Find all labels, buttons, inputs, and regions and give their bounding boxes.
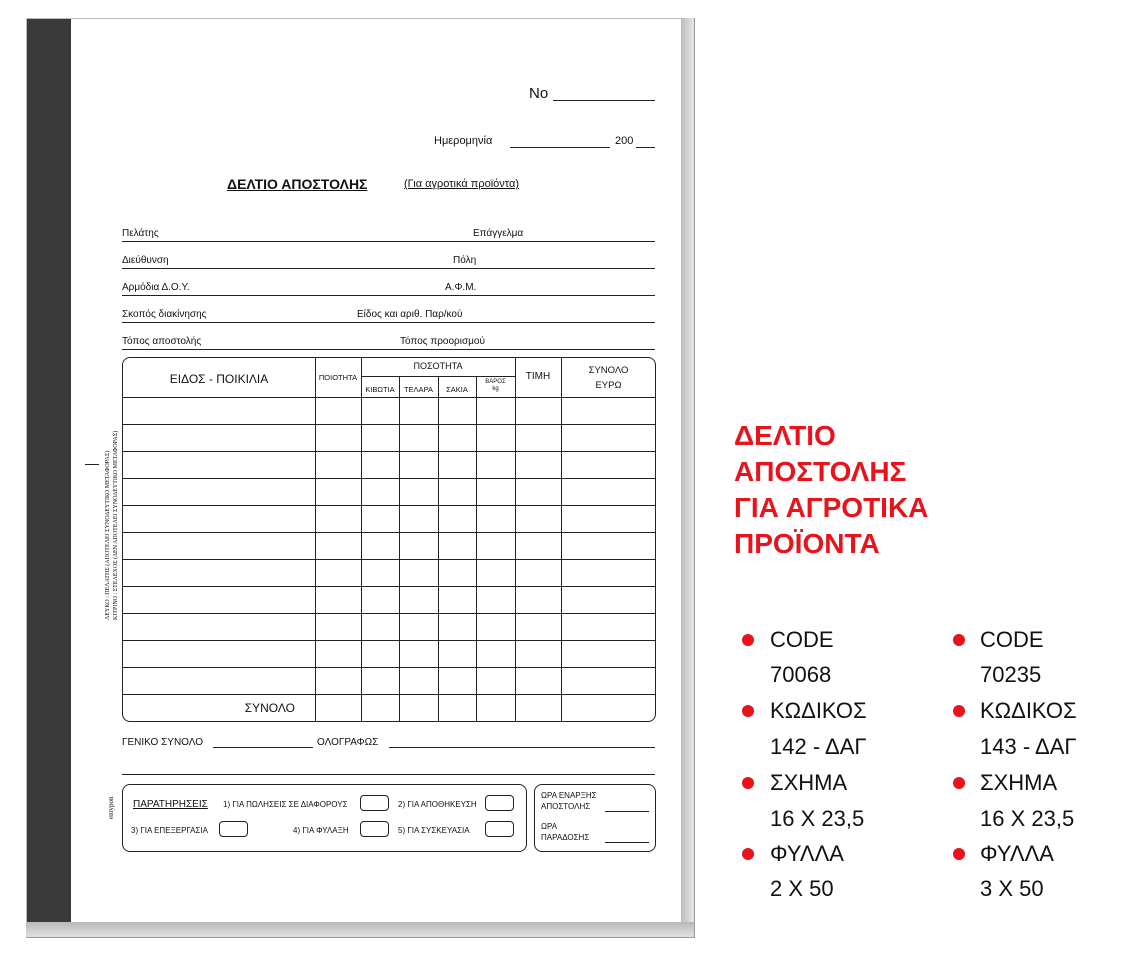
destination-label: Τόπος προορισμού [400,336,485,347]
v1-fylla-label: ΦΥΛΛΑ [770,841,844,866]
year-line [636,147,655,148]
v1-schema: 16 Χ 23,5 [770,806,865,831]
v1-kodikos: 142 - ΔΑΓ [770,734,867,759]
customer-line [122,241,655,242]
product-title [734,418,994,562]
in-words-line [389,747,655,748]
bullet-icon [742,634,754,646]
profession-label: Επάγγελμα [473,228,524,239]
table-row-line [123,451,655,452]
address-label: Διεύθυνση [122,255,169,266]
pad-shadow-bottom [26,922,694,938]
col-item-header: ΕΙΔΟΣ - ΠΟΙΚΙΛΙΑ [169,372,269,386]
remarks-opt3: 3) ΓΙΑ ΕΠΕΞΕΡΓΑΣΙΑ [131,826,208,835]
v1-code-label: CODE [770,627,834,652]
table-row-line [123,478,655,479]
bullet-icon [953,634,965,646]
bullet-icon [742,777,754,789]
v2-kodikos: 143 - ΔΑΓ [980,734,1077,759]
origin-label: Τόπος αποστολής [122,336,202,347]
year-prefix: 200 [615,135,634,147]
col-sacks-header: ΣΑΚΙΑ [446,385,468,394]
pad-spine [27,19,71,922]
tax-office-label: Αρμόδια Δ.Ο.Υ. [122,282,190,293]
opt1-checkbox[interactable] [360,795,389,811]
date-label: Ημερομηνία [434,135,493,147]
bullet-icon [953,705,965,717]
delivery-time-label: ΩΡΑ [541,822,558,831]
grand-total-label: ΓΕΝΙΚΟ ΣΥΝΟΛΟ [122,737,204,748]
table-row-line [123,586,655,587]
remarks-opt1: 1) ΓΙΑ ΠΩΛΗΣΕΙΣ ΣΕ ΔΙΑΦΟΡΟΥΣ [223,800,348,809]
pad-shadow-right [681,18,695,938]
city-label: Πόλη [453,255,477,266]
customer-label: Πελάτης [122,228,159,239]
col-quantity-header: ΠΟΣΟΤΗΤΑ [413,361,463,371]
grand-total-line [213,747,313,748]
origin-line [122,349,655,350]
afm-label: Α.Φ.Μ. [445,282,477,293]
v2-code-label: CODE [980,627,1044,652]
start-time-line [605,811,649,812]
product-title-line-3: ΓΙΑ ΑΓΡΟΤΙΚΑ [734,492,929,523]
v2-schema-label: ΣΧΗΜΑ [980,770,1058,795]
form-subtitle: (Για αγροτικά προϊόντα) [404,178,519,190]
receipt-type-label: Είδος και αριθ. Παρ/κού [357,309,463,320]
printer-mark: entypon [107,796,115,819]
v1-code: 70068 [770,662,832,687]
purpose-label: Σκοπός διακίνησης [122,309,207,320]
number-label: No [529,85,549,102]
remarks-opt2: 2) ΓΙΑ ΑΠΟΘΗΚΕΥΣΗ [398,800,477,809]
address-line [122,268,655,269]
col-quality-header: ΠΟΙΟΤΗΤΑ [318,373,358,382]
v2-schema: 16 Χ 23,5 [980,806,1075,831]
sum-label: ΣΥΝΟΛΟ [244,701,295,715]
side-note-white: ΛΕΥΚΟ : ΠΕΛΑΤΗΣ (ΑΠΟΤΕΛΕΙ ΣΥΝΟΔΕΥΤΙΚΟ ΜΕΤΑΦΟΡΑΣ) [105,450,111,620]
table-row-line [123,397,655,398]
remarks-opt5: 5) ΓΙΑ ΣΥΣΚΕΥΑΣΙΑ [398,826,470,835]
fold-mark [85,464,99,465]
product-title-line-1: ΔΕΛΤΙΟ [734,420,836,451]
table-row-line [123,667,655,668]
table-row-line [123,640,655,641]
v1-kodikos-label: ΚΩΔΙΚΟΣ [770,698,867,723]
product-title-line-2: ΑΠΟΣΤΟΛΗΣ [734,456,907,487]
bullet-icon [742,848,754,860]
table-row-line [123,694,655,695]
v2-fylla-label: ΦΥΛΛΑ [980,841,1054,866]
col-crates-header: ΚΙΒΩΤΙΑ [365,385,395,394]
start-time-label: ΩΡΑ ΕΝΑΡΞΗΣ [541,791,597,800]
form-title: ΔΕΛΤΙΟ ΑΠΟΣΤΟΛΗΣ [227,176,368,192]
col-total-header: ΣΥΝΟΛΟ [588,365,629,376]
side-note-yellow: ΚΙΤΡΙΝΟ : ΣΤΕΛΕΧΟΣ (ΔΕΝ ΑΠΟΤΕΛΕΙ ΣΥΝΟΔΕΥΤΙΚΟ ΜΕΤΑΦΟΡΑΣ) [113,430,119,620]
v1-fylla: 2 Χ 50 [770,876,834,901]
v1-schema-label: ΣΧΗΜΑ [770,770,848,795]
delivery-time-label-2: ΠΑΡΑΔΟΣΗΣ [541,833,590,842]
table-row-line [123,613,655,614]
receipt-pad [26,18,682,923]
remarks-box [122,784,527,852]
col-total-unit: ΕΥΡΩ [595,380,622,391]
opt2-checkbox[interactable] [485,795,514,811]
v2-code: 70235 [980,662,1042,687]
purpose-line [122,322,655,323]
table-row-line [123,424,655,425]
col-price-header: ΤΙΜΗ [525,371,551,382]
col-weight-unit: kg [492,386,499,392]
date-line [510,147,610,148]
table-row-line [123,505,655,506]
subheader-line [361,376,515,377]
opt4-checkbox[interactable] [360,821,389,837]
start-time-label-2: ΑΠΟΣΤΟΛΗΣ [541,802,591,811]
in-words-label: ΟΛΟΓΡΑΦΩΣ [317,737,379,748]
remarks-title: ΠΑΡΑΤΗΡΗΣΕΙΣ [133,799,208,810]
col-weight-header: ΒΑΡΟΣ [485,379,506,385]
v2-kodikos-label: ΚΩΔΙΚΟΣ [980,698,1077,723]
tax-office-line [122,295,655,296]
bullet-icon [953,777,965,789]
col-pallets-header: ΤΕΛΑΡΑ [403,385,434,394]
opt3-checkbox[interactable] [219,821,248,837]
opt5-checkbox[interactable] [485,821,514,837]
bullet-icon [742,705,754,717]
delivery-time-line [605,842,649,843]
extra-line [122,774,655,775]
table-row-line [123,559,655,560]
table-row-line [123,532,655,533]
v2-fylla: 3 Χ 50 [980,876,1044,901]
product-title-line-4: ΠΡΟΪΟΝΤΑ [734,528,880,559]
remarks-opt4: 4) ΓΙΑ ΦΥΛΑΞΗ [293,826,349,835]
col-line [476,376,477,722]
col-line [399,376,400,722]
bullet-icon [953,848,965,860]
col-line [438,376,439,722]
number-line [553,100,655,101]
